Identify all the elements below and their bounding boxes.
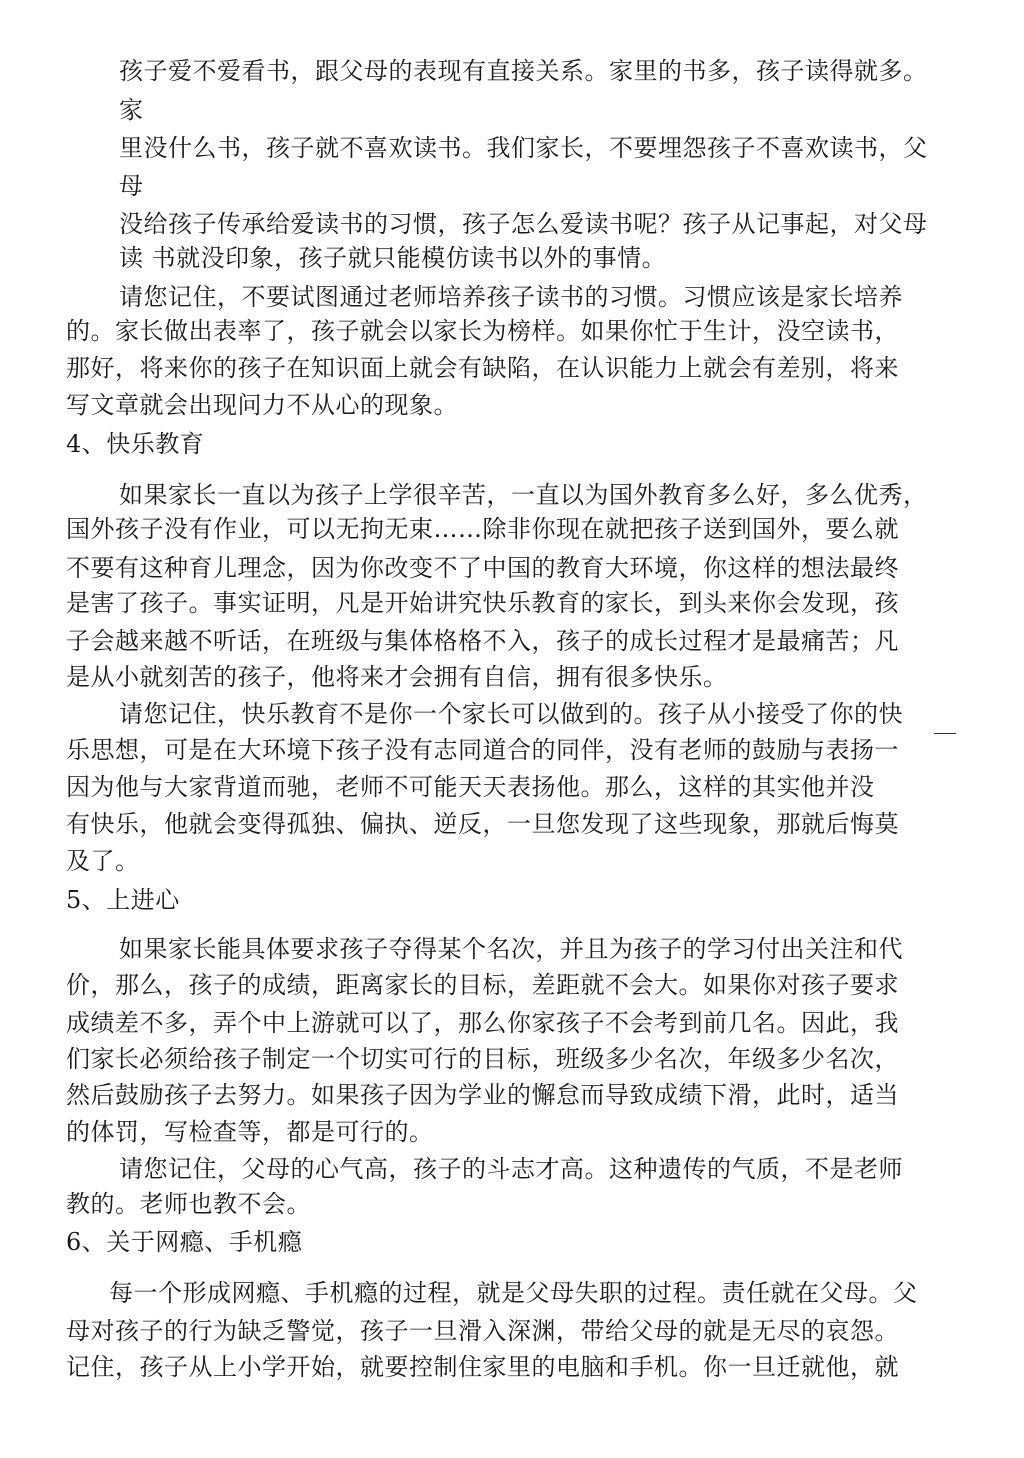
text-line: 如果家长一直以为孩子上学很辛苦，一直以为国外教育多么好，多么优秀， (119, 481, 928, 509)
text-line: 孩子爱不爱看书，跟父母的表现有直接关系。家里的书多，孩子读得就多。 (119, 57, 928, 85)
text-line: 没给孩子传承给爱读书的习惯，孩子怎么爱读书呢？孩子从记事起，对父母 (119, 210, 928, 238)
text-line: 然后鼓励孩子去努力。如果孩子因为学业的懈怠而导致成绩下滑，此时，适当 (66, 1081, 899, 1109)
text-line: 是从小就刻苦的孩子，他将来才会拥有自信，拥有很多快乐。 (66, 663, 728, 691)
text-line: 是害了孩子。事实证明，凡是开始讲究快乐教育的家长，到头来你会发现，孩 (66, 589, 899, 617)
text-line: 的体罚，写检查等，都是可行的。 (66, 1118, 434, 1146)
text-line: 请您记住，快乐教育不是你一个家长可以做到的。孩子从小接受了你的快 (119, 700, 903, 728)
section-heading: 5、上进心 (66, 886, 180, 914)
text-line: 有快乐，他就会变得孤独、偏执、逆反，一旦您发现了这些现象，那就后悔莫 (66, 810, 899, 838)
text-line: 子会越来越不听话，在班级与集体格格不入，孩子的成长过程才是最痛苦；凡 (66, 627, 899, 655)
text-line: 母对孩子的行为缺乏警觉，孩子一旦滑入深渊，带给父母的就是无尽的哀怨。 (66, 1317, 899, 1345)
text-line: 价，那么，孩子的成绩，距离家长的目标，差距就不会大。如果你对孩子要求 (66, 971, 899, 999)
text-line: 因为他与大家背道而驰，老师不可能天天表扬他。那么，这样的其实他并没 (66, 773, 875, 801)
text-line: 那好，将来你的孩子在知识面上就会有缺陷，在认识能力上就会有差别，将来 (66, 354, 899, 382)
text-line: 不要有这种育儿理念，因为你改变不了中国的教育大环境，你这样的想法最终 (66, 554, 899, 582)
text-line: 里没什么书，孩子就不喜欢读书。我们家长，不要埋怨孩子不喜欢读书，父 (119, 134, 928, 162)
text-line: 如果家长能具体要求孩子夺得某个名次，并且为孩子的学习付出关注和代 (119, 935, 903, 963)
text-line: 家 (119, 96, 144, 124)
text-line: 及了。 (66, 847, 140, 875)
text-line: 母 (119, 172, 144, 200)
text-line: 教的。老师也教不会。 (66, 1190, 311, 1218)
text-line: 每一个形成网瘾、手机瘾的过程，就是父母失职的过程。责任就在父母。父 (109, 1279, 918, 1307)
text-line: 请您记住，不要试图通过老师培养孩子读书的习惯。习惯应该是家长培养 (119, 283, 903, 311)
text-line: 读 书就没印象，孩子就只能模仿读书以外的事情。 (119, 244, 667, 272)
section-heading: 4、快乐教育 (66, 430, 205, 458)
text-line: 的。家长做出表率了，孩子就会以家长为榜样。如果你忙于生计，没空读书， (66, 317, 899, 345)
text-line: 写文章就会出现问力不从心的现象。 (66, 391, 458, 419)
margin-dash (934, 733, 956, 734)
text-line: 请您记住，父母的心气高，孩子的斗志才高。这种遗传的气质，不是老师 (119, 1155, 903, 1183)
text-line: 成绩差不多，弄个中上游就可以了，那么你家孩子不会考到前几名。因此，我 (66, 1009, 899, 1037)
text-line: 乐思想，可是在大环境下孩子没有志同道合的同伴，没有老师的鼓励与表扬一 (66, 736, 899, 764)
text-line: 记住，孩子从上小学开始，就要控制住家里的电脑和手机。你一旦迁就他，就 (66, 1353, 899, 1381)
text-line: 国外孩子没有作业，可以无拘无束……除非你现在就把孩子送到国外，要么就 (66, 515, 899, 543)
text-line: 们家长必须给孩子制定一个切实可行的目标，班级多少名次，年级多少名次， (66, 1045, 899, 1073)
section-heading: 6、关于网瘾、手机瘾 (66, 1228, 303, 1256)
